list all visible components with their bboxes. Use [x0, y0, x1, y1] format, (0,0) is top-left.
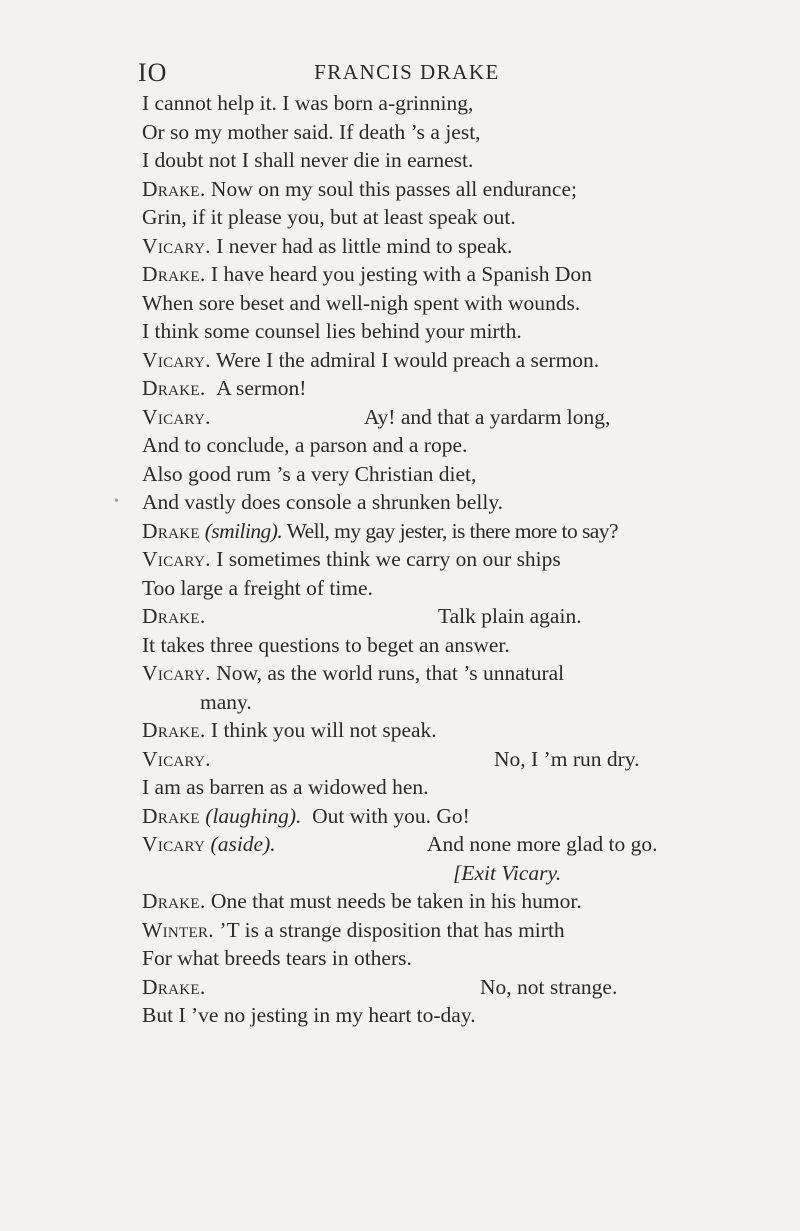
- dialogue-line: Vicary. No, I ’m run dry.: [142, 746, 640, 771]
- speaker-name: Drake.: [142, 889, 206, 913]
- speaker-name: Drake.: [142, 974, 206, 999]
- verse-line: I am as barren as a widowed hen.: [142, 775, 429, 799]
- dialogue-line: Drake. A sermon!: [142, 376, 307, 400]
- verse-line: For what breeds tears in others.: [142, 946, 412, 970]
- dialogue-line: Vicary. Ay! and that a yardarm long,: [142, 404, 611, 429]
- verse-line: When sore beset and well-nigh spent with wounds.: [142, 290, 581, 315]
- dialogue-line: Drake. Talk plain again.: [142, 604, 582, 628]
- speaker-name: Vicary.: [142, 661, 211, 685]
- stage-direction: (aside).: [210, 832, 276, 856]
- verse-line: I doubt not I shall never die in earnest.: [142, 148, 474, 172]
- speaker-name: Drake.: [142, 262, 206, 286]
- verse-line: It takes three questions to beget an answer.: [142, 632, 510, 657]
- stage-direction: (smiling).: [204, 518, 283, 543]
- verse-line: I think some counsel lies behind your mirth.: [142, 319, 522, 343]
- page-header: [0, 58, 800, 88]
- verse-line: Or so my mother said. If death ’s a jest,: [142, 119, 481, 144]
- verse-line: • And vastly does console a shrunken belly.: [142, 488, 672, 517]
- margin-mark: •: [114, 494, 119, 509]
- dialogue-line: Drake. One that must needs be taken in his humor.: [142, 889, 582, 913]
- verse-line: But I ’ve no jesting in my heart to-day.: [142, 1003, 476, 1027]
- dialogue-line: Vicary. I never had as little mind to speak.: [142, 233, 513, 258]
- speaker-name: Drake.: [142, 718, 206, 742]
- speaker-name: Vicary.: [142, 547, 211, 571]
- dialogue-line: Drake. I think you will not speak.: [142, 718, 437, 742]
- page-number: IO: [138, 58, 168, 87]
- stage-exit: [Exit Vicary.: [453, 860, 562, 885]
- dialogue-line: Drake. Now on my soul this passes all endurance;: [142, 176, 577, 201]
- speaker-name: Drake.: [142, 376, 206, 400]
- speaker-name: Drake: [142, 803, 200, 828]
- verse-line: Also good rum ’s a very Christian diet,: [142, 461, 477, 486]
- dialogue-line: Drake (laughing). Out with you. Go!: [142, 803, 470, 828]
- verse-line: Too large a freight of time.: [142, 575, 373, 600]
- speaker-name: Drake.: [142, 176, 206, 201]
- stage-direction: (laughing).: [205, 803, 302, 828]
- speaker-name: Winter.: [142, 917, 214, 942]
- dialogue-line: Vicary. I sometimes think we carry on our ships: [142, 547, 561, 571]
- dialogue-line: Vicary. Now, as the world runs, that ’s unnatural: [142, 661, 565, 685]
- speaker-name: Vicary.: [142, 404, 211, 429]
- dialogue-line: Winter. ’T is a strange disposition that has mirth: [142, 917, 565, 942]
- dialogue-line: Vicary. Were I the admiral I would preach a sermon.: [142, 347, 600, 372]
- dialogue-line: Drake. I have heard you jesting with a Spanish Don: [142, 262, 592, 286]
- play-text: [114, 89, 672, 1030]
- speaker-name: Vicary.: [142, 347, 211, 372]
- speaker-name: Drake: [142, 518, 200, 543]
- verse-line: many.: [200, 689, 252, 714]
- dialogue-line: Vicary (aside). And none more glad to go.: [142, 832, 658, 856]
- speaker-name: Vicary.: [142, 233, 211, 258]
- verse-line: Grin, if it please you, but at least speak out.: [142, 205, 516, 229]
- dialogue-line: Drake (smiling). Well, my gay jester, is there more to say?: [142, 518, 618, 543]
- verse-line: I cannot help it. I was born a-grinning,: [142, 91, 474, 115]
- speaker-name: Drake.: [142, 604, 206, 628]
- speaker-name: Vicary.: [142, 746, 211, 771]
- running-title: FRANCIS DRAKE: [314, 60, 500, 84]
- dialogue-line: Drake. No, not strange.: [142, 974, 618, 999]
- verse-line: And to conclude, a parson and a rope.: [142, 433, 468, 457]
- speaker-name: Vicary: [142, 832, 206, 856]
